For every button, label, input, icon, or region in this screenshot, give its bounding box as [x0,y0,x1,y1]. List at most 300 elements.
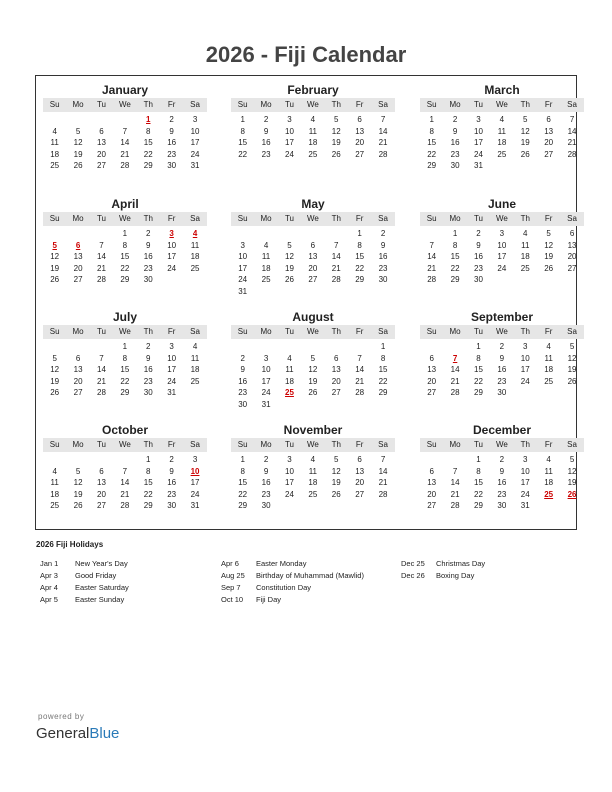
day-cell[interactable]: 2 [263,455,269,464]
day-cell[interactable]: 5 [75,126,81,136]
day-cell[interactable]: 12 [520,126,530,136]
day-cell[interactable]: 22 [120,263,130,273]
day-cell[interactable]: 30 [261,501,271,510]
holiday-day[interactable]: 26 [567,489,577,499]
day-cell[interactable]: 3 [169,342,174,351]
day-cell[interactable]: 26 [567,376,577,386]
day-cell[interactable]: 20 [355,478,365,487]
day-cell[interactable]: 1 [240,455,245,464]
day-cell[interactable]: 9 [169,126,174,136]
day-cell[interactable]: 12 [331,466,341,476]
day-cell[interactable]: 3 [192,455,198,464]
day-cell[interactable]: 17 [190,138,200,147]
day-cell[interactable]: 26 [285,275,294,284]
day-cell[interactable]: 11 [308,126,318,136]
day-cell[interactable]: 24 [167,376,177,386]
day-cell[interactable]: 19 [308,376,318,386]
day-cell[interactable]: 1 [122,342,128,351]
day-cell[interactable]: 2 [499,342,505,351]
day-cell[interactable]: 7 [380,455,386,464]
day-cell[interactable]: 15 [120,252,130,261]
day-cell[interactable]: 8 [122,240,128,250]
day-cell[interactable]: 13 [97,138,106,147]
day-cell[interactable]: 14 [450,365,460,374]
day-cell[interactable]: 26 [73,161,83,170]
day-cell[interactable]: 9 [146,353,151,363]
day-cell[interactable]: 3 [476,115,481,124]
day-cell[interactable]: 23 [474,263,483,273]
day-cell[interactable]: 21 [378,138,388,147]
day-cell[interactable]: 22 [143,149,153,159]
holiday-day[interactable]: 10 [190,466,200,476]
day-cell[interactable]: 6 [310,240,316,250]
day-cell[interactable]: 22 [238,489,248,499]
day-cell[interactable]: 8 [476,353,481,363]
day-cell[interactable]: 24 [261,388,271,397]
day-cell[interactable]: 19 [73,489,83,499]
day-cell[interactable]: 25 [261,275,271,284]
day-cell[interactable]: 2 [146,342,151,351]
day-cell[interactable]: 1 [146,455,151,464]
day-cell[interactable]: 14 [378,126,388,136]
day-cell[interactable]: 1 [122,229,128,238]
day-cell[interactable]: 28 [450,501,460,510]
day-cell[interactable]: 24 [167,263,177,273]
day-cell[interactable]: 14 [378,466,388,476]
day-cell[interactable]: 30 [143,275,153,284]
day-cell[interactable]: 22 [238,149,248,159]
day-cell[interactable]: 10 [261,365,271,374]
day-cell[interactable]: 30 [143,388,153,397]
day-cell[interactable]: 27 [308,275,318,284]
day-cell[interactable]: 4 [263,240,269,250]
day-cell[interactable]: 24 [497,263,507,273]
day-cell[interactable]: 11 [50,138,59,147]
day-cell[interactable]: 26 [308,388,318,397]
day-cell[interactable]: 23 [497,489,507,499]
day-cell[interactable]: 13 [308,252,318,261]
day-cell[interactable]: 26 [331,489,341,499]
day-cell[interactable]: 15 [238,478,248,487]
day-cell[interactable]: 29 [378,388,388,397]
day-cell[interactable]: 19 [544,252,554,261]
day-cell[interactable]: 4 [310,455,316,464]
day-cell[interactable]: 14 [97,252,106,261]
day-cell[interactable]: 3 [240,240,245,250]
day-cell[interactable]: 18 [50,489,60,499]
day-cell[interactable]: 9 [263,126,269,136]
day-cell[interactable]: 31 [520,501,530,510]
day-cell[interactable]: 28 [355,388,365,397]
day-cell[interactable]: 2 [452,115,458,124]
day-cell[interactable]: 2 [476,229,481,238]
day-cell[interactable]: 10 [167,240,177,250]
day-cell[interactable]: 20 [331,376,341,386]
day-cell[interactable]: 11 [190,240,200,250]
day-cell[interactable]: 11 [544,353,553,363]
day-cell[interactable]: 13 [97,478,106,487]
day-cell[interactable]: 2 [169,455,174,464]
day-cell[interactable]: 12 [73,478,83,487]
day-cell[interactable]: 8 [240,466,245,476]
day-cell[interactable]: 6 [75,353,81,363]
day-cell[interactable]: 25 [497,149,507,159]
day-cell[interactable]: 21 [120,489,130,499]
day-cell[interactable]: 3 [263,353,269,363]
day-cell[interactable]: 5 [287,240,292,250]
day-cell[interactable]: 16 [497,478,507,487]
day-cell[interactable]: 5 [75,466,81,476]
day-cell[interactable]: 24 [190,149,200,159]
day-cell[interactable]: 17 [497,252,507,261]
day-cell[interactable]: 30 [167,161,177,170]
day-cell[interactable]: 9 [240,365,245,374]
day-cell[interactable]: 13 [427,365,437,374]
day-cell[interactable]: 5 [569,342,575,351]
day-cell[interactable]: 19 [331,478,341,487]
day-cell[interactable]: 12 [285,252,294,261]
day-cell[interactable]: 25 [308,489,318,499]
day-cell[interactable]: 14 [120,138,130,147]
day-cell[interactable]: 27 [73,275,83,284]
day-cell[interactable]: 7 [122,466,128,476]
day-cell[interactable]: 19 [285,263,294,273]
day-cell[interactable]: 14 [567,126,577,136]
day-cell[interactable]: 2 [380,229,386,238]
day-cell[interactable]: 12 [567,353,577,363]
day-cell[interactable]: 12 [567,466,577,476]
day-cell[interactable]: 21 [355,376,365,386]
day-cell[interactable]: 6 [569,229,575,238]
day-cell[interactable]: 15 [120,365,130,374]
day-cell[interactable]: 8 [357,240,362,250]
day-cell[interactable]: 4 [52,126,57,136]
holiday-day[interactable]: 25 [544,489,554,499]
day-cell[interactable]: 5 [569,455,575,464]
day-cell[interactable]: 18 [497,138,507,147]
day-cell[interactable]: 1 [429,115,434,124]
day-cell[interactable]: 16 [167,478,177,487]
day-cell[interactable]: 22 [355,263,365,273]
day-cell[interactable]: 20 [544,138,554,147]
day-cell[interactable]: 21 [450,489,460,499]
day-cell[interactable]: 11 [50,478,59,487]
day-cell[interactable]: 6 [334,353,339,363]
day-cell[interactable]: 10 [190,126,200,136]
day-cell[interactable]: 23 [167,489,177,499]
day-cell[interactable]: 3 [287,455,292,464]
day-cell[interactable]: 28 [427,275,437,284]
day-cell[interactable]: 20 [427,376,437,386]
day-cell[interactable]: 19 [50,263,60,273]
day-cell[interactable]: 27 [427,501,437,510]
day-cell[interactable]: 17 [474,138,483,147]
day-cell[interactable]: 4 [192,342,198,351]
day-cell[interactable]: 24 [285,489,294,499]
day-cell[interactable]: 11 [497,126,507,136]
day-cell[interactable]: 10 [520,466,530,476]
day-cell[interactable]: 29 [120,388,130,397]
day-cell[interactable]: 6 [429,466,434,476]
day-cell[interactable]: 26 [331,149,341,159]
day-cell[interactable]: 25 [50,161,60,170]
day-cell[interactable]: 21 [120,149,130,159]
day-cell[interactable]: 18 [190,252,200,261]
day-cell[interactable]: 14 [120,478,130,487]
day-cell[interactable]: 21 [97,263,106,273]
day-cell[interactable]: 10 [285,466,294,476]
day-cell[interactable]: 20 [355,138,365,147]
day-cell[interactable]: 6 [99,126,104,136]
day-cell[interactable]: 15 [378,365,388,374]
day-cell[interactable]: 17 [261,376,271,386]
day-cell[interactable]: 24 [474,149,483,159]
day-cell[interactable]: 23 [261,489,271,499]
day-cell[interactable]: 18 [261,263,271,273]
day-cell[interactable]: 8 [380,353,386,363]
day-cell[interactable]: 30 [474,275,483,284]
day-cell[interactable]: 17 [520,478,530,487]
day-cell[interactable]: 15 [474,365,483,374]
day-cell[interactable]: 9 [452,126,458,136]
day-cell[interactable]: 25 [50,501,60,510]
day-cell[interactable]: 22 [143,489,153,499]
day-cell[interactable]: 18 [308,478,318,487]
day-cell[interactable]: 24 [520,376,530,386]
day-cell[interactable]: 25 [520,263,530,273]
day-cell[interactable]: 19 [50,376,60,386]
day-cell[interactable]: 11 [261,252,271,261]
day-cell[interactable]: 7 [429,240,434,250]
day-cell[interactable]: 29 [474,388,483,397]
day-cell[interactable]: 4 [310,115,316,124]
day-cell[interactable]: 21 [97,376,106,386]
day-cell[interactable]: 27 [97,161,106,170]
day-cell[interactable]: 22 [474,376,483,386]
day-cell[interactable]: 14 [331,252,341,261]
day-cell[interactable]: 29 [474,501,483,510]
day-cell[interactable]: 8 [476,466,481,476]
day-cell[interactable]: 23 [167,149,177,159]
day-cell[interactable]: 30 [378,275,388,284]
day-cell[interactable]: 10 [520,353,530,363]
day-cell[interactable]: 31 [238,286,248,296]
day-cell[interactable]: 25 [308,149,318,159]
day-cell[interactable]: 23 [497,376,507,386]
day-cell[interactable]: 5 [334,455,339,464]
day-cell[interactable]: 10 [285,126,294,136]
day-cell[interactable]: 19 [331,138,341,147]
day-cell[interactable]: 6 [546,115,551,124]
day-cell[interactable]: 6 [429,353,434,363]
day-cell[interactable]: 2 [263,115,269,124]
day-cell[interactable]: 25 [190,263,200,273]
day-cell[interactable]: 15 [450,252,460,261]
day-cell[interactable]: 7 [357,353,362,363]
day-cell[interactable]: 15 [355,252,365,261]
day-cell[interactable]: 20 [427,489,437,499]
day-cell[interactable]: 26 [50,388,60,397]
day-cell[interactable]: 1 [357,229,362,238]
day-cell[interactable]: 31 [261,399,271,409]
day-cell[interactable]: 29 [143,501,153,510]
day-cell[interactable]: 20 [73,376,83,386]
day-cell[interactable]: 12 [331,126,341,136]
day-cell[interactable]: 16 [143,252,153,261]
day-cell[interactable]: 28 [450,388,460,397]
day-cell[interactable]: 16 [167,138,177,147]
day-cell[interactable]: 4 [52,466,57,476]
day-cell[interactable]: 11 [190,353,200,363]
day-cell[interactable]: 27 [355,489,365,499]
day-cell[interactable]: 3 [523,455,528,464]
day-cell[interactable]: 16 [238,376,248,386]
day-cell[interactable]: 2 [146,229,151,238]
day-cell[interactable]: 30 [497,388,507,397]
holiday-day[interactable]: 3 [169,229,174,238]
day-cell[interactable]: 13 [427,478,437,487]
day-cell[interactable]: 12 [308,365,318,374]
holiday-day[interactable]: 25 [285,388,294,397]
day-cell[interactable]: 19 [73,149,83,159]
day-cell[interactable]: 21 [331,263,341,273]
day-cell[interactable]: 22 [450,263,460,273]
day-cell[interactable]: 4 [287,353,292,363]
day-cell[interactable]: 25 [190,376,200,386]
day-cell[interactable]: 23 [143,263,153,273]
day-cell[interactable]: 29 [238,501,248,510]
day-cell[interactable]: 29 [355,275,365,284]
day-cell[interactable]: 27 [567,263,577,273]
day-cell[interactable]: 26 [544,263,554,273]
day-cell[interactable]: 30 [167,501,177,510]
day-cell[interactable]: 15 [238,138,248,147]
day-cell[interactable]: 8 [452,240,458,250]
day-cell[interactable]: 28 [97,275,106,284]
day-cell[interactable]: 1 [476,455,481,464]
day-cell[interactable]: 24 [285,149,294,159]
day-cell[interactable]: 19 [567,365,577,374]
day-cell[interactable]: 18 [308,138,318,147]
day-cell[interactable]: 23 [378,263,388,273]
brand-logo[interactable] [36,725,119,742]
day-cell[interactable]: 16 [261,138,271,147]
day-cell[interactable]: 7 [99,353,104,363]
day-cell[interactable]: 27 [331,388,341,397]
day-cell[interactable]: 12 [73,138,83,147]
day-cell[interactable]: 1 [380,342,386,351]
day-cell[interactable]: 23 [143,376,153,386]
day-cell[interactable]: 5 [310,353,316,363]
day-cell[interactable]: 13 [567,240,577,250]
day-cell[interactable]: 2 [499,455,505,464]
day-cell[interactable]: 10 [167,353,177,363]
day-cell[interactable]: 18 [544,365,554,374]
day-cell[interactable]: 21 [450,376,460,386]
day-cell[interactable]: 5 [52,353,57,363]
day-cell[interactable]: 28 [120,501,130,510]
day-cell[interactable]: 13 [544,126,554,136]
day-cell[interactable]: 17 [238,263,248,273]
day-cell[interactable]: 2 [240,353,245,363]
day-cell[interactable]: 20 [73,263,83,273]
day-cell[interactable]: 31 [474,161,483,170]
day-cell[interactable]: 13 [355,466,365,476]
day-cell[interactable]: 9 [380,240,386,250]
day-cell[interactable]: 9 [499,466,505,476]
day-cell[interactable]: 31 [190,161,200,170]
holiday-day[interactable]: 5 [52,240,57,250]
day-cell[interactable]: 19 [520,138,530,147]
day-cell[interactable]: 11 [521,240,530,250]
day-cell[interactable]: 21 [427,263,437,273]
day-cell[interactable]: 8 [146,126,151,136]
day-cell[interactable]: 4 [546,342,551,351]
day-cell[interactable]: 22 [474,489,483,499]
day-cell[interactable]: 11 [308,466,318,476]
day-cell[interactable]: 27 [544,149,554,159]
day-cell[interactable]: 18 [50,149,60,159]
day-cell[interactable]: 17 [167,252,177,261]
day-cell[interactable]: 17 [285,478,294,487]
day-cell[interactable]: 2 [169,115,174,124]
day-cell[interactable]: 23 [450,149,460,159]
day-cell[interactable]: 20 [308,263,318,273]
day-cell[interactable]: 29 [120,275,130,284]
day-cell[interactable]: 12 [50,365,60,374]
day-cell[interactable]: 13 [73,365,83,374]
day-cell[interactable]: 25 [544,376,554,386]
day-cell[interactable]: 20 [567,252,577,261]
day-cell[interactable]: 28 [97,388,106,397]
day-cell[interactable]: 9 [169,466,174,476]
day-cell[interactable]: 16 [261,478,271,487]
day-cell[interactable]: 29 [143,161,153,170]
day-cell[interactable]: 27 [427,388,437,397]
day-cell[interactable]: 20 [97,149,106,159]
day-cell[interactable]: 7 [452,466,458,476]
day-cell[interactable]: 31 [167,388,177,397]
day-cell[interactable]: 3 [523,342,528,351]
day-cell[interactable]: 8 [240,126,245,136]
day-cell[interactable]: 18 [190,365,200,374]
day-cell[interactable]: 6 [357,115,362,124]
day-cell[interactable]: 28 [378,489,388,499]
day-cell[interactable]: 7 [334,240,339,250]
day-cell[interactable]: 15 [143,138,153,147]
day-cell[interactable]: 7 [380,115,386,124]
day-cell[interactable]: 4 [499,115,505,124]
holiday-day[interactable]: 1 [146,115,151,124]
day-cell[interactable]: 30 [238,399,248,409]
day-cell[interactable]: 9 [146,240,151,250]
holiday-day[interactable]: 6 [75,240,81,250]
day-cell[interactable]: 17 [285,138,294,147]
day-cell[interactable]: 10 [474,126,483,136]
day-cell[interactable]: 7 [122,126,128,136]
holiday-day[interactable]: 4 [192,229,198,238]
day-cell[interactable]: 16 [497,365,507,374]
day-cell[interactable]: 29 [450,275,460,284]
day-cell[interactable]: 15 [427,138,437,147]
day-cell[interactable]: 4 [546,455,551,464]
day-cell[interactable]: 26 [520,149,530,159]
day-cell[interactable]: 17 [520,365,530,374]
day-cell[interactable]: 10 [238,252,248,261]
day-cell[interactable]: 14 [450,478,460,487]
day-cell[interactable]: 26 [73,501,83,510]
day-cell[interactable]: 6 [357,455,362,464]
